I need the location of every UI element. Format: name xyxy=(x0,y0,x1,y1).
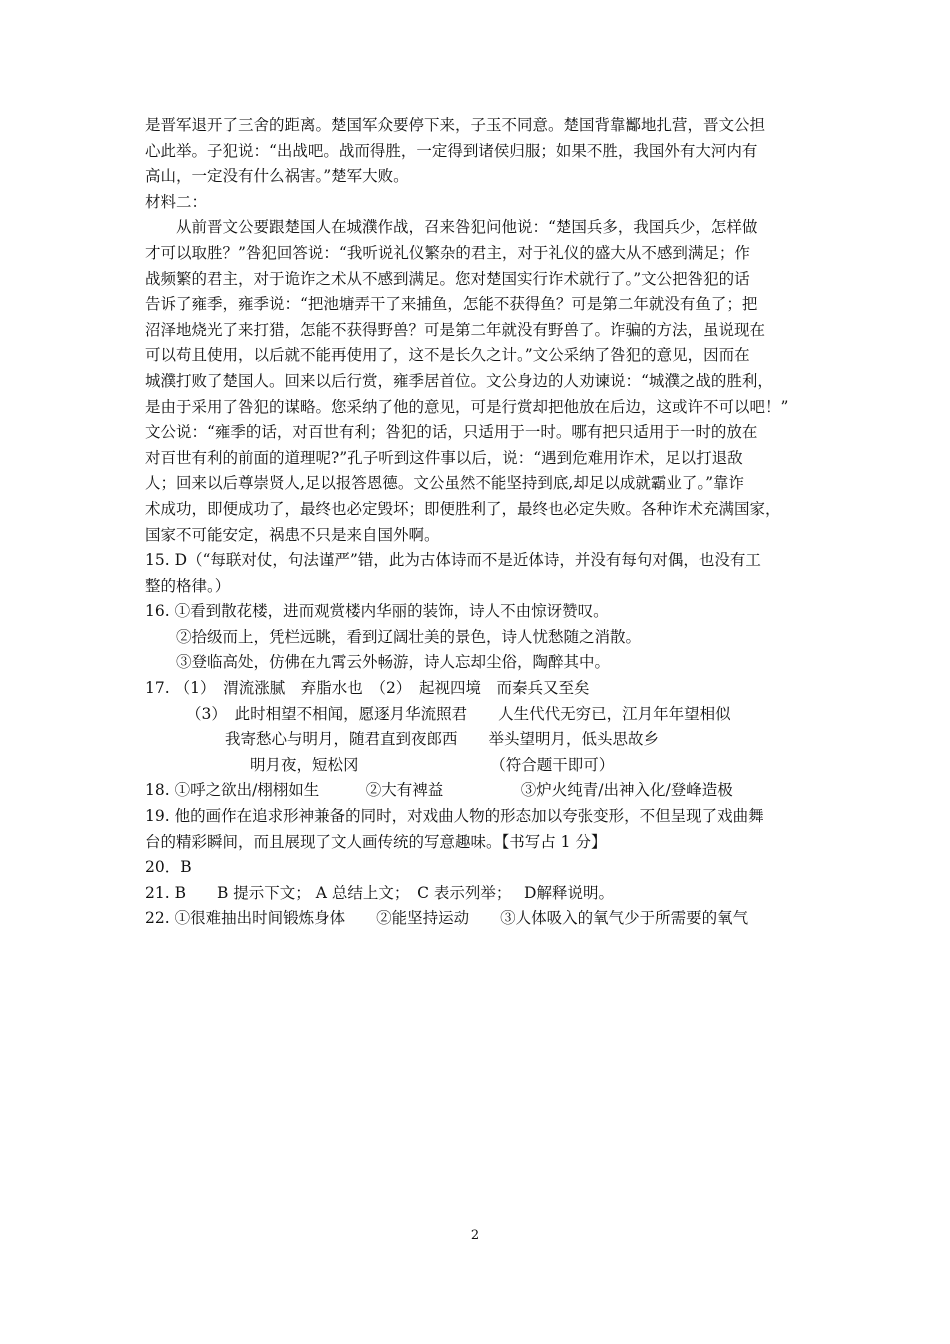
text-line: 术成功，即便成功了，最终也必定毁坏；即便胜利了，最终也必定失败。各种诈术充满国家， xyxy=(145,499,781,518)
text-line: 战频繁的君主，对于诡诈之术从不感到满足。您对楚国实行诈术就行了。”文公把咎犯的话 xyxy=(145,269,750,288)
text-line: 告诉了雍季，雍季说：“把池塘弄干了来捕鱼，怎能不获得鱼？可是第二年就没有鱼了；把 xyxy=(145,295,758,314)
page-number: 2 xyxy=(470,1228,480,1243)
text-line: 可以苟且使用，以后就不能再使用了，这不是长久之计。”文公采纳了咎犯的意见，因而在 xyxy=(145,346,750,365)
answer-22: 22. ①很难抽出时间锻炼身体 ②能坚持运动 ③人体吸入的氧气少于所需要的氧气 xyxy=(145,909,749,928)
answer-17: 17. （1） 渭流涨腻 弃脂水也 （2） 起视四境 而秦兵又至矣 xyxy=(145,679,590,698)
text-line: ②拾级而上，凭栏远眺，看到辽阔壮美的景色，诗人忧愁随之消散。 xyxy=(176,627,642,646)
section-heading: 材料二： xyxy=(145,192,208,211)
text-line: 是晋军退开了三舍的距离。楚国军众要停下来，子玉不同意。楚国背靠酅地扎营，晋文公担 xyxy=(145,116,766,134)
text-line: 才可以取胜？”咎犯回答说：“我听说礼仪繁杂的君主，对于礼仪的盛大从不感到满足；作 xyxy=(145,243,750,262)
answer-21: 21. B B 提示下文； A 总结上文； C 表示列举； D解释说明。 xyxy=(145,883,614,902)
text-line: 台的精彩瞬间，而且展现了文人画传统的写意趣味。【书写占 1 分】 xyxy=(145,832,607,851)
text-line: 明月夜，短松冈 （符合题干即可） xyxy=(250,755,615,774)
answer-20: 20．B xyxy=(145,858,192,877)
text-line: 我寄愁心与明月，随君直到夜郎西 举头望明月，低头思故乡 xyxy=(225,730,660,749)
document-body xyxy=(145,113,815,932)
answer-19: 19. 他的画作在追求形神兼备的同时，对戏曲人物的形态加以夸张变形，不但呈现了戏曲舞 xyxy=(145,807,764,826)
text-line: 高山，一定没有什么祸害。”楚军大败。 xyxy=(145,167,409,186)
text-line: 是由于采用了咎犯的谋略。您采纳了他的意见，可是行赏却把他放在后边，这或许不可以吧！” xyxy=(145,397,789,416)
text-line: 文公说：“雍季的话，对百世有利；咎犯的话，只适用于一时。哪有把只适用于一时的放在 xyxy=(145,423,758,442)
text-line: （3） 此时相望不相闻，愿逐月华流照君 人生代代无穷已，江月年年望相似 xyxy=(186,704,731,723)
text-line: 国家不可能安定，祸患不只是来自国外啊。 xyxy=(145,525,440,544)
text-line: 从前晋文公要跟楚国人在城濮作战，召来咎犯问他说：“楚国兵多，我国兵少，怎样做 xyxy=(176,218,758,237)
text-line: 城濮打败了楚国人。回来以后行赏，雍季居首位。文公身边的人劝谏说：“城濮之战的胜利， xyxy=(145,371,773,390)
text-line: ③登临高处，仿佛在九霄云外畅游，诗人忘却尘俗，陶醉其中。 xyxy=(176,653,611,672)
text-line: 沼泽地烧光了来打猎，怎能不获得野兽？可是第二年就没有野兽了。诈骗的方法，虽说现在 xyxy=(145,320,766,339)
answer-15: 15. D（“每联对仗，句法谨严”错，此为古体诗而不是近体诗，并没有每句对偶，也没有工 xyxy=(145,551,761,570)
text-line: 心此举。子犯说：“出战吧。战而得胜，一定得到诸侯归服；如果不胜，我国外有大河内有 xyxy=(145,141,758,160)
text-line: 对百世有利的前面的道理呢?”孔子听到这件事以后，说：“遇到危难用诈术，足以打退敌 xyxy=(145,448,743,467)
text-line: 整的格律。） xyxy=(145,576,231,595)
answer-16: 16. ①看到散花楼，进而观赏楼内华丽的装饰，诗人不由惊讶赞叹。 xyxy=(145,602,609,621)
text-line: 人；回来以后尊崇贤人,足以报答恩德。文公虽然不能坚持到底,却足以成就霸业了。”靠诈 xyxy=(145,474,745,493)
answer-18: 18. ①呼之欲出/栩栩如生 ②大有裨益 ③炉火纯青/出神入化/登峰造极 xyxy=(145,781,733,800)
